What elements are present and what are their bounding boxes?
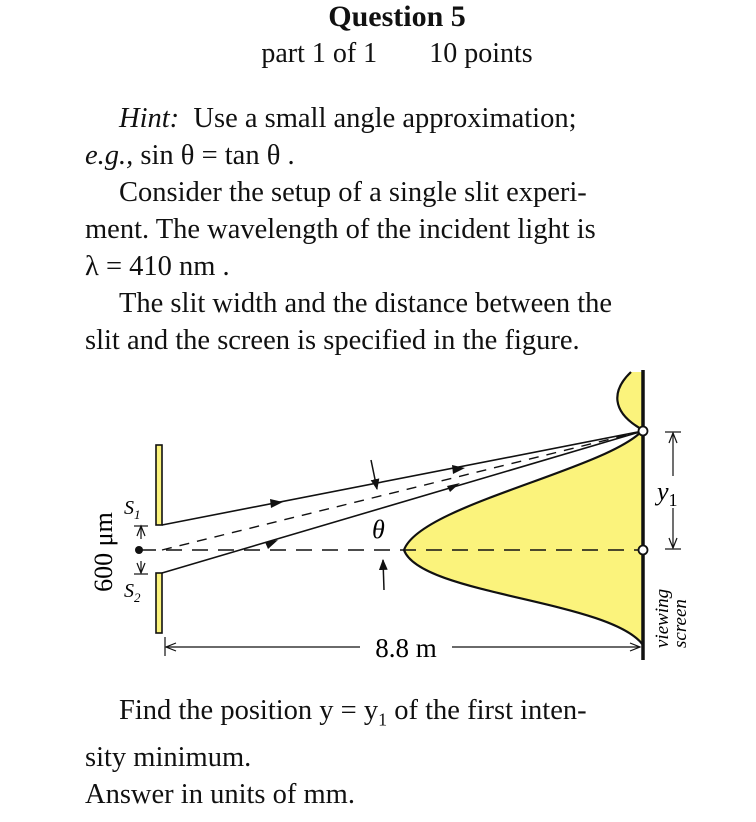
spec-line-1: The slit width and the distance between the (119, 288, 613, 319)
find-y1-subscript: 1 (378, 709, 388, 730)
hint-paragraph (85, 100, 710, 174)
slit1-label: $S_1$ (124, 497, 141, 522)
single-slit-diagram (0, 360, 756, 670)
minimum-point (639, 427, 648, 436)
answer-units: Answer in units of mm. (85, 778, 355, 810)
part-label: part 1 of 1 (261, 38, 378, 69)
find-line-1: Find the position $y = y_1$ of the first inten- (119, 695, 587, 730)
setup-line-2: ment. The wavelength of the incident light is (85, 214, 596, 245)
y1-label: $y_1$ (657, 477, 678, 510)
slit-barrier-bottom (156, 573, 162, 633)
hint-text: Use a small angle approximation; (193, 103, 577, 134)
hint-formula-line (85, 137, 710, 174)
slit-width-label: 600 μm (89, 512, 118, 592)
points-label: 10 points (429, 38, 533, 69)
question-title: Question 5 (328, 0, 466, 33)
screen-label: viewingscreen (652, 588, 691, 648)
slit-barrier-top (156, 445, 162, 525)
hint-label: Hint: (119, 103, 180, 134)
setup-paragraph (85, 174, 710, 285)
wavelength-value: λ = 410 nm . (85, 251, 230, 282)
spec-line-2: slit and the screen is specified in the figure. (85, 325, 580, 356)
center-point (639, 546, 648, 555)
slit2-label: $S_2$ (124, 580, 141, 605)
hint-line (85, 100, 710, 137)
question-paragraph (85, 692, 710, 813)
angle-label: θ (372, 515, 385, 544)
spec-paragraph (85, 285, 710, 359)
question-meta (0, 38, 756, 70)
hint-eg: e.g., (85, 140, 134, 171)
setup-line-1: Consider the setup of a single slit experi- (119, 177, 587, 208)
hint-formula: sin θ = tan θ . (140, 140, 295, 171)
intensity-pattern (404, 430, 643, 645)
find-line-2: sity minimum. (85, 741, 252, 773)
distance-label: 8.8 m (375, 633, 437, 663)
